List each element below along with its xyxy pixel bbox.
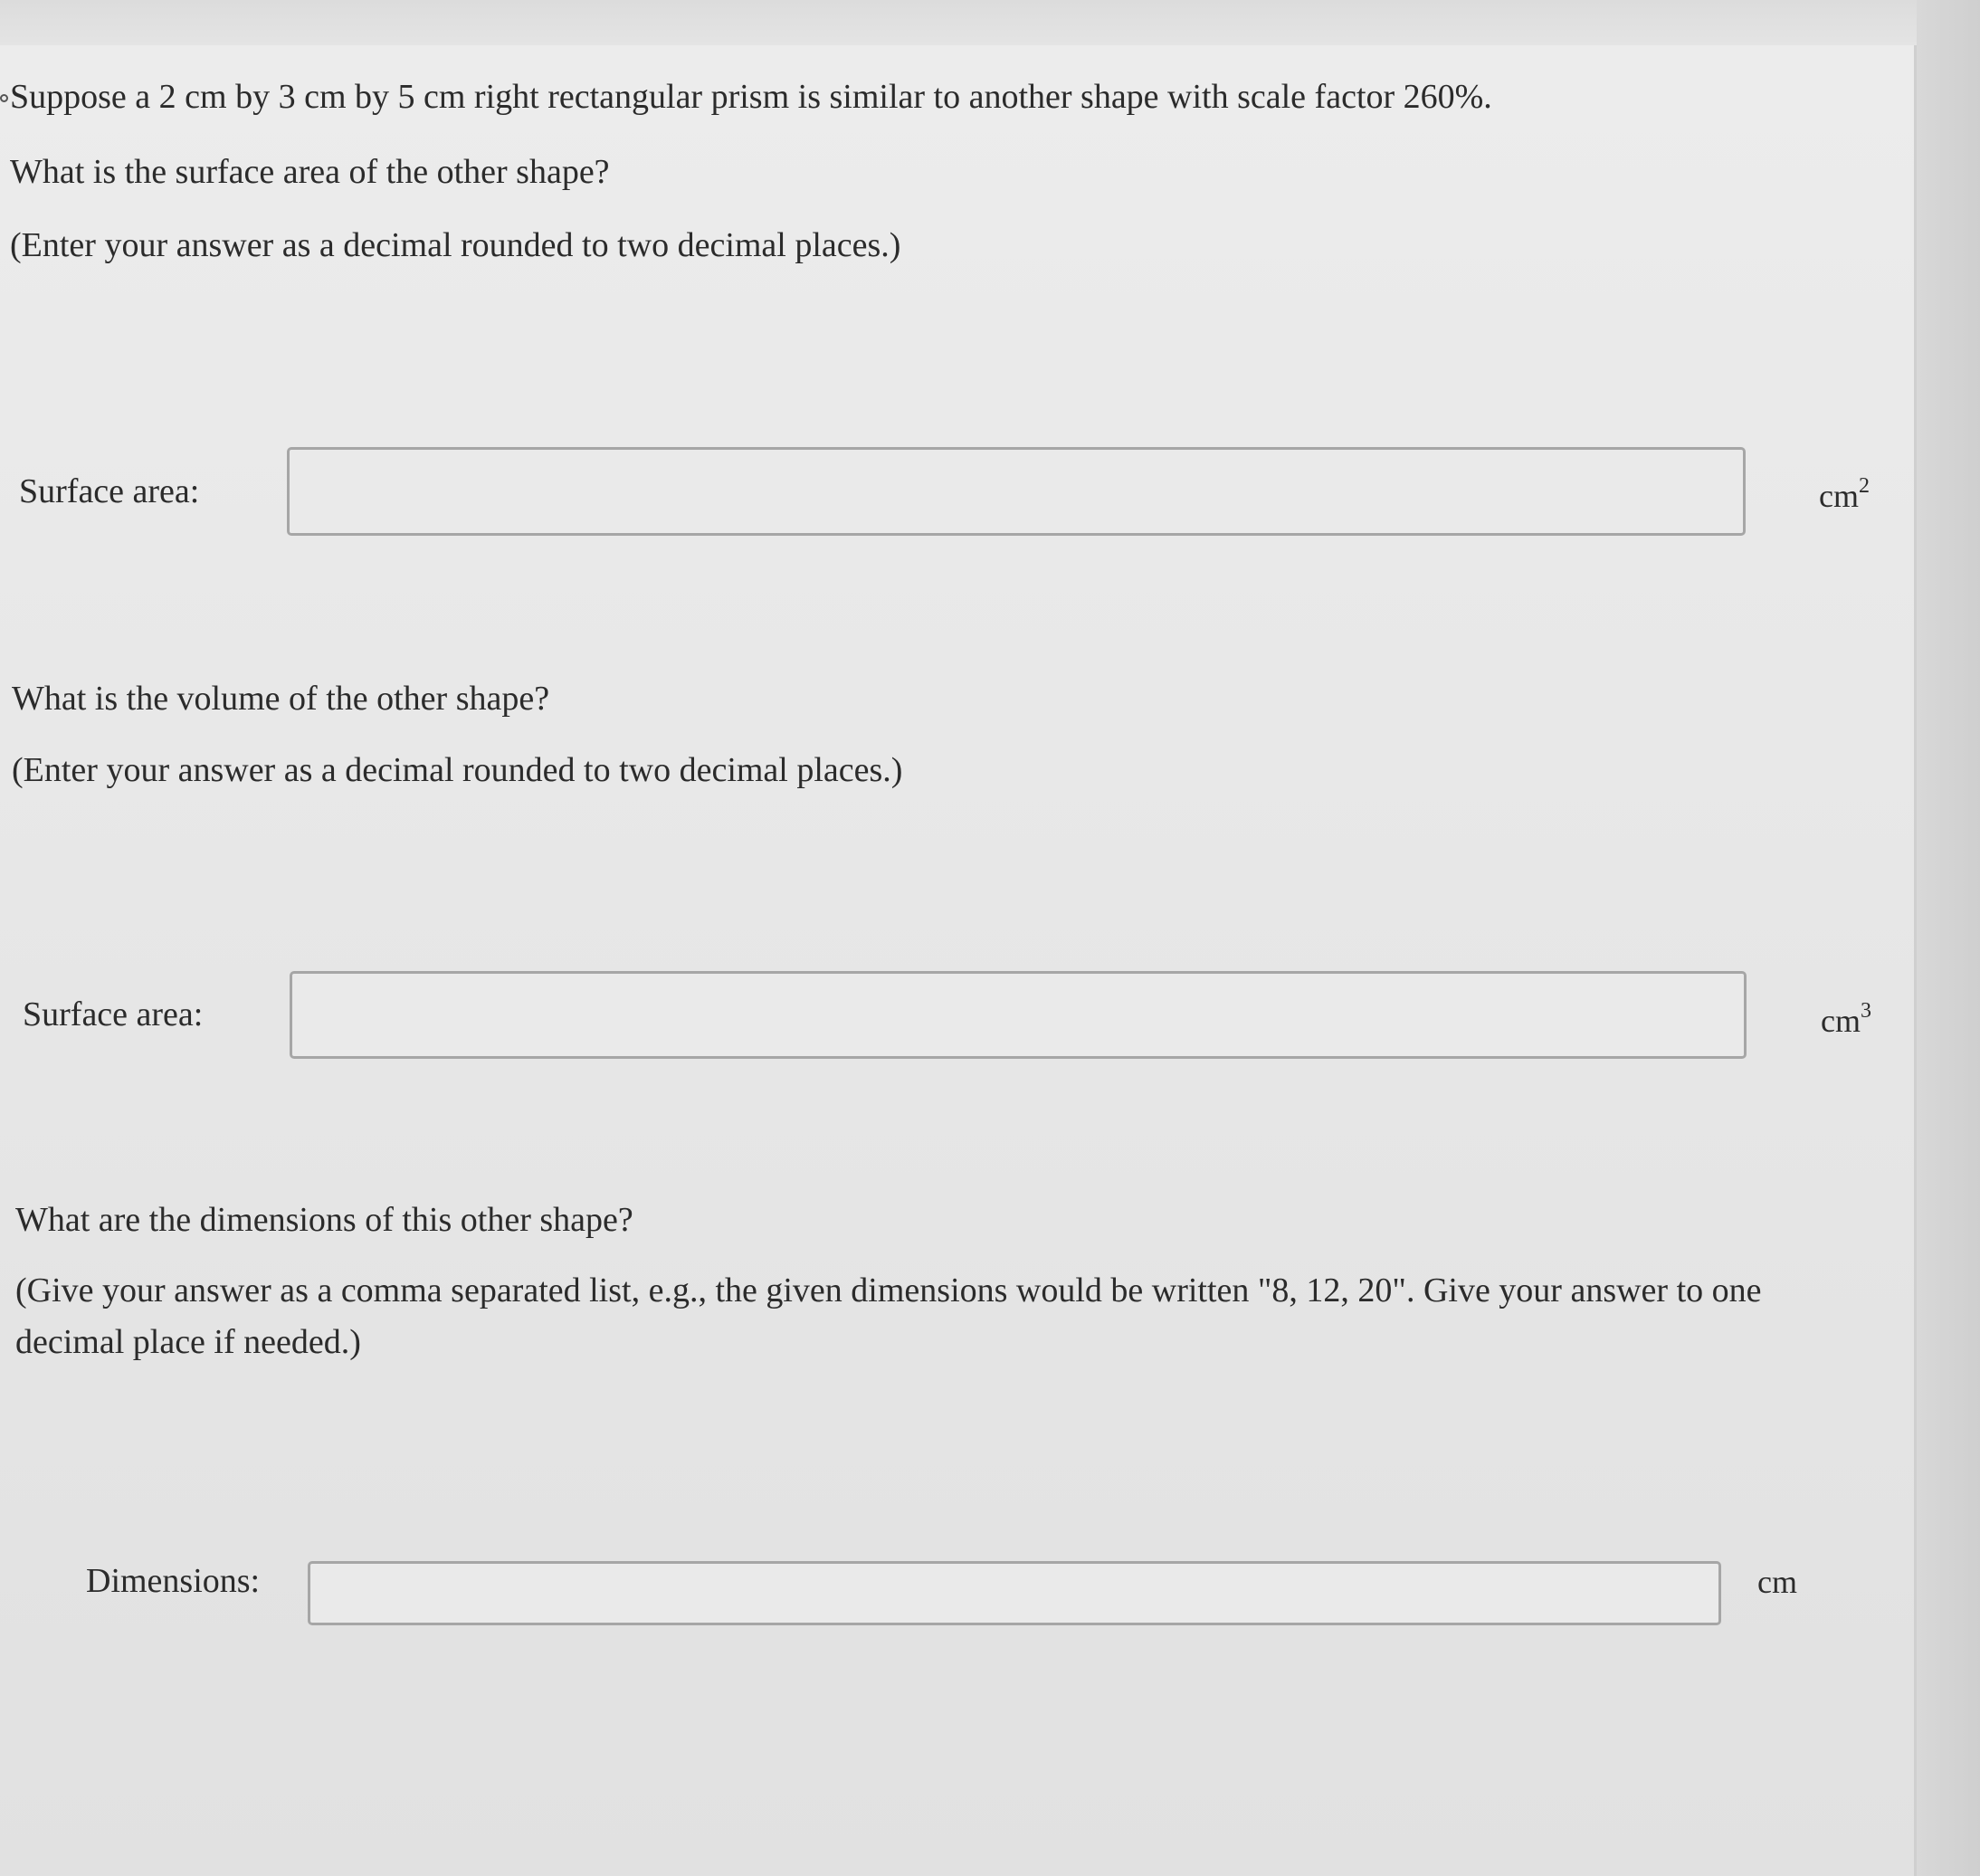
volume-unit-exponent: 3 bbox=[1860, 999, 1871, 1023]
dimensions-unit: cm bbox=[1757, 1564, 1797, 1600]
volume-input[interactable] bbox=[290, 971, 1747, 1059]
dimensions-instruction-line1: (Give your answer as a comma separated list, e.g., the given dimensions would be written "8, 12, 20". Give your answer to one bbox=[15, 1271, 1762, 1309]
surface-area-unit bbox=[1819, 476, 1870, 516]
surface-area-label: Surface area: bbox=[19, 472, 200, 510]
dimensions-question: What are the dimensions of this other shape? bbox=[15, 1201, 633, 1239]
surface-area-unit-exponent: 2 bbox=[1858, 474, 1870, 498]
volume-question: What is the volume of the other shape? bbox=[12, 680, 550, 718]
question-prompt: Suppose a 2 cm by 3 cm by 5 cm right rectangular prism is similar to another shape with scale factor 260%. bbox=[10, 78, 1492, 116]
dimensions-input[interactable] bbox=[308, 1561, 1721, 1625]
surface-area-input[interactable] bbox=[287, 447, 1746, 536]
surface-area-unit-base: cm bbox=[1819, 478, 1859, 514]
volume-unit bbox=[1821, 1001, 1871, 1041]
dimensions-label: Dimensions: bbox=[86, 1562, 261, 1600]
bullet-icon bbox=[0, 94, 8, 102]
right-background bbox=[1917, 0, 1980, 1876]
top-background bbox=[0, 0, 1980, 45]
surface-area-instruction: (Enter your answer as a decimal rounded to two decimal places.) bbox=[10, 226, 901, 264]
volume-instruction: (Enter your answer as a decimal rounded to two decimal places.) bbox=[12, 751, 903, 789]
surface-area-question: What is the surface area of the other shape? bbox=[10, 153, 610, 191]
dimensions-instruction-line2: decimal place if needed.) bbox=[15, 1323, 361, 1361]
volume-unit-base: cm bbox=[1821, 1003, 1861, 1039]
volume-label: Surface area: bbox=[23, 995, 204, 1033]
